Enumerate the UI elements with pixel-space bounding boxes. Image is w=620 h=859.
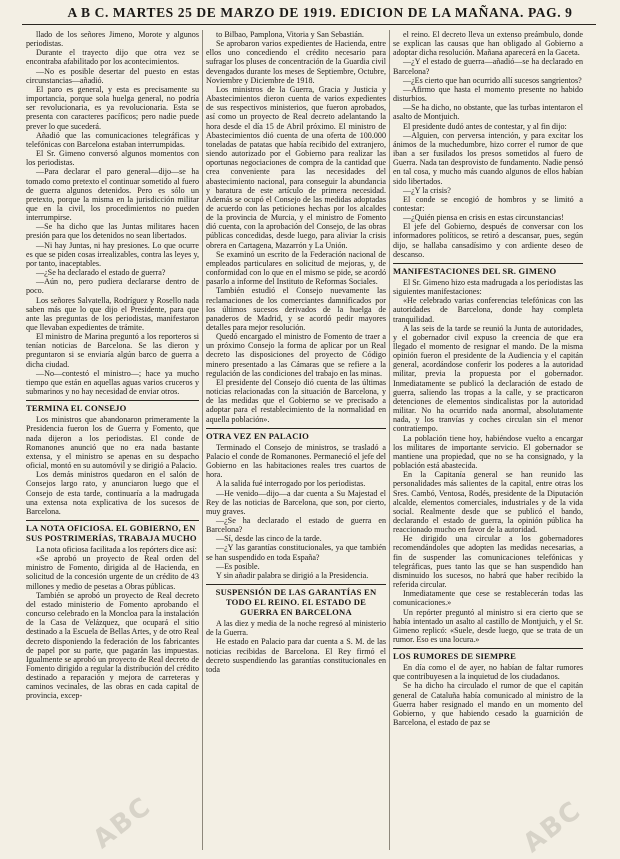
article-paragraph: llado de los señores Jimeno, Morote y algunos periodistas. <box>26 30 199 49</box>
section-heading: OTRA VEZ EN PALACIO <box>206 428 386 441</box>
article-paragraph: —Se ha dicho que las Juntas militares hacen presión para que los detenidos no sean libertados. <box>26 222 199 241</box>
article-paragraph: —No—contestó el ministro—; hace ya mucho tiempo que están en aquellas aguas varios cruceros y submarinos y no hay necesidad de enviar otros. <box>26 368 199 397</box>
article-paragraph: El Sr. Gimeno conversó algunos momentos con los periodistas. <box>26 149 199 168</box>
article-paragraph: —Sí, desde las cinco de la tarde. <box>216 534 322 544</box>
article-paragraph: Durante el trayecto dijo que otra vez se encontraba afabilitado por los acontecimientos. <box>26 48 199 67</box>
article-paragraph: La nota oficiosa facilitada a los repórters dice así: <box>36 544 197 554</box>
article-paragraph: El ministro de Marina preguntó a los reporteros si tenían noticias de Barcelona. Se las dieron y preguntaron si se enviaría algún barco de guerra a dicha ciudad. <box>26 332 199 369</box>
article-paragraph: El Sr. Gimeno hizo esta madrugada a los periodistas las siguientes manifestaciones: <box>393 277 583 297</box>
abc-watermark: ABC <box>87 791 158 855</box>
article-paragraph: —Es posible. <box>216 561 260 571</box>
section-heading: LA NOTA OFICIOSA. EL GOBIERNO, EN SUS POSTRIMERÍAS, TRABAJA MUCHO <box>26 520 199 543</box>
article-paragraph: A la salida fué interrogado por los periodistas. <box>216 479 366 489</box>
article-paragraph: Inmediatamente que cese se restablecerán todas las comunicaciones.» <box>393 589 583 608</box>
article-paragraph: Y sin añadir palabra se dirigió a la Presidencia. <box>216 570 369 580</box>
article-paragraph: «Se aprobó un proyecto de Real orden del ministro de Fomento, dirigida al de Hacienda, en solicitud de la concesión urgente de un crédito de 43 millones y medio de pesetas a Obras públicas. <box>26 554 199 591</box>
article-paragraph: Se examinó un escrito de la Federación nacional de empleados particulares en solicitud de mejoras, y, de conformidad con lo que en el mismo se pide, se acordó pasarlo a informe del Instituto de Reformas Sociales. <box>206 249 386 287</box>
article-paragraph: En día como el de ayer, no habían de faltar rumores que contribuyesen a la inquietud de los ciudadanos. <box>393 663 583 682</box>
article-paragraph: —Afirmo que hasta el momento presente no habido disturbios. <box>393 84 583 104</box>
article-paragraph: —Aún no, pero pudiera declararse dentro de poco. <box>26 277 199 296</box>
article-paragraph: —¿Se ha declarado el estado de guerra? <box>36 268 166 278</box>
article-paragraph: «He celebrado varias conferencias telefónicas con las autoridades de Barcelona, donde hay completa tranquilidad. <box>393 296 583 324</box>
article-paragraph: He dirigido una circular a los gobernadores recomendándoles que adopten las medidas necesarias, a fin de suspender las comunicaciones telefónicas y telegráficas, pues tanto las que se han suspendido han disminuido los sucesos, no habrá que haber recibido la referida circular. <box>393 534 583 590</box>
article-paragraph: Los demás ministros quedaron en el salón de Consejos largo rato, y anunciaron luego que el Consejo de esta tarde, continuaría a la madrugada una extensa nota explicativa de los sucesos de Barcelona. <box>26 470 199 516</box>
article-paragraph: El presidente dudó antes de contestar, y al fin dijo: <box>403 121 567 131</box>
article-paragraph: A las diez y media de la noche regresó al ministerio de la Guerra. <box>206 619 386 638</box>
article-paragraph: —¿Quién piensa en crisis en estas circunstancias! <box>403 213 564 223</box>
section-heading: LOS RUMORES DE SIEMPRE <box>393 648 583 661</box>
section-heading: TERMINA EL CONSEJO <box>26 400 199 413</box>
page-masthead: A B C. MARTES 25 DE MARZO DE 1919. EDICION DE LA MAÑANA. PAG. 9 <box>67 5 573 20</box>
article-paragraph: Los señores Salvatella, Rodríguez y Rosello nada saben más que lo que dijo el Presidente, para que ante las preguntas de los periodistas, manifestaron que llevaban expedientes de trámite. <box>26 295 199 332</box>
article-paragraph: —Ni hay Juntas, ni hay presiones. Lo que ocurre es que se piden cosas irrealizables, contra las leyes y, por tanto, inaceptables. <box>26 240 199 268</box>
abc-watermark: ABC <box>517 795 588 859</box>
article-paragraph: —Para declarar el paro general—dijo—se ha tomado como pretexto el continuar sometido al fuero de guerra algunos detenidos. Pero es sólo un pretexto, porque la misma en la jurisdicción militar que en la civil, los procedimientos no pueden interrumpirse. <box>26 167 199 223</box>
article-paragraph: El paro es general, y esta es precisamente su importancia, porque sola huelga general, no podría ser revolucionaria, es ya revolucionaria. Esta se presenta con caracteres pacíficos; pero nadie puede prever lo que sucederá. <box>26 84 199 131</box>
article-paragraph: Los ministros de la Guerra, Gracia y Justicia y Abastecimientos dieron cuenta de varios expedientes de sus respectivos ministerios, que fueron aprobados, así como un proyecto de Real decreto adelantando la hora desde el día 15 de Abril próximo. El ministro de Abastecimientos dió cuenta de una oferta de 100.000 toneladas de patatas que había recibido del extranjero, siendo autorizado por el Gobierno para realizar las oportunas negociaciones de compra de la cantidad que crea conveniente para las necesidades del abastecimiento nacional, para conseguir la abundancia y baratura de este artículo de primera necesidad. Además se ocupó el Consejo de las medidas adoptadas de acuerdo con las peticiones hechas por los alcaldes de la provincia de Murcia, y el ministro de Fomento dió cuenta, con la aprobación del Consejo, de las obras públicas concedidas, desde luego, para aliviar la crisis obrera en Cartagena, Mazarrón y La Unión. <box>206 84 386 250</box>
article-paragraph: el reino. El decreto lleva un extenso preámbulo, donde se explican las causas que han obligado al Gobierno a adoptar dicha resolución. Mañana aparecerá en la Gaceta. <box>393 30 583 58</box>
article-paragraph: En la Capitanía general se han reunido las personalidades más salientes de la capital, entre otras los Sres. Cambó, Ventosa, Rodés, presidente de la Diputación alcalde, elementos comerciales, industriales y de la vida social. Realmente desde que se publicó el bando, declarando el estado de guerra, la opinión pública ha reaccionado mucho en favor de la autoridad. <box>393 470 583 535</box>
column-1 <box>26 30 199 850</box>
article-paragraph: He estado en Palacio para dar cuenta a S. M. de las noticias recibidas de Barcelona. El Rey firmó el decreto suspendiendo las garantías constitucionales en toda <box>206 637 386 674</box>
article-paragraph: —Alguien, con perversa intención, y para excitar los ánimos de la muchedumbre, hizo correr el rumor de que iban a ser fusilados los presos sometidos al fuero de Guerra. Nada tan desprovisto de fundamento. Nadie pensó en tal cosa, y mucho más cuando algunos de ellos habían sido libertados. <box>393 130 583 186</box>
article-paragraph: También se aprobó un proyecto de Real decreto del estado ministerio de Fomento aprobando el concurso celebrado en la Moncloa para la instalación de la Casa de Velázquez, que ocupará el sitio destinado a la Escuela de Bellas Artes, y de otro Real decreto disponiendo la federación de los fabricantes de papel por su parte, que pagarán las impuestas. Igualmente se aprobó un proyecto de Real decreto de Fomento dirigido a regular la distribución del crédito destinado a reparación y mejora de carreteras y caminos vecinales, de las obras en cada capital de provincia, excep- <box>26 590 199 701</box>
article-paragraph: A las seis de la tarde se reunió la Junta de autoridades, y el gobernador civil expuso la creencia de que era llegado el momento de resignar el mando. De la misma opinión fueron el presidente de la Audiencia y el capitán general, acordándose conferir los poderes a la autoridad militar, previa la propuesta por el gobernador. Inmediatamente se publicó la declaración de estado de guerra, saliendo las tropas a la calle, y se practicaron detenciones de elementos sindicalistas por la autoridad militar. No ha ocurrido nada anormal, absolutamente nada, y los tranvías y coches circulan sin el menor contratiempo. <box>393 323 583 434</box>
column-divider <box>389 30 390 850</box>
article-paragraph: —He venido—dijo—a dar cuenta a Su Majestad el Rey de las noticias de Barcelona, que son, por cierto, muy graves. <box>206 488 386 516</box>
article-paragraph: También estudió el Consejo nuevamente las reclamaciones de los comerciantes damnificados por los últimos sucesos derivados de la huelga de panaderos de Madrid, y se acordó pedir mayores detalles para mejor resolución. <box>206 286 386 332</box>
article-paragraph: —¿Y la crisis? <box>403 185 451 195</box>
article-paragraph: El jefe del Gobierno, después de conversar con los informadores políticos, se retiró a descansar, pues, según dijo, se hallaba cansadísimo y con ardiente deseo de descanso. <box>393 222 583 259</box>
masthead-rule <box>22 24 596 25</box>
article-paragraph: Terminado el Consejo de ministros, se trasladó a Palacio el conde de Romanones. Permaneció el jefe del Gobierno en las habitaciones reales tres cuartos de hora. <box>206 442 386 480</box>
article-paragraph: —¿Es cierto que han ocurrido allí sucesos sangrientos? <box>403 75 582 85</box>
article-paragraph: Los ministros que abandonaron primeramente la Presidencia fueron los de Guerra y Fomento, que nada dijeron a los periodistas. El conde de Romanones anunció que no era nada bastante extensa, y el ministro se apenas en su despacho oficial, montó en su automóvil y se dirigió a Palacio. <box>26 415 199 471</box>
column-divider <box>202 30 203 850</box>
column-2 <box>206 30 386 850</box>
column-3 <box>393 30 583 850</box>
article-paragraph: —¿Y las garantías constitucionales, ya que también se han suspendido en toda España? <box>206 543 386 562</box>
article-paragraph: —¿Y el estado de guerra—añadió—se ha declarado en Barcelona? <box>393 57 583 76</box>
article-paragraph: Quedó encargado el ministro de Fomento de traer a un próximo Consejo la forma de aplicar por un Real decreto las disposiciones del proyecto de Código minero presentado a las Cámaras que se refiere a la regulación de las condiciones del trabajo en las minas. <box>206 332 386 378</box>
section-heading: MANIFESTACIONES DEL SR. GIMENO <box>393 263 583 276</box>
article-paragraph: Un repórter preguntó al ministro si era cierto que se había intentado un asalto al castillo de Montjuich, y el Sr. Gimeno replicó: «Suele, desde luego, que se trata de un rumor. Eso es una locura.» <box>393 607 583 644</box>
article-paragraph: El presidente del Consejo dió cuenta de las últimas noticias relacionadas con la situación de Barcelona, y de las medidas que el Gobierno se ve precisado a adoptar para el restablecimiento de la normalidad en aquella población». <box>206 377 386 424</box>
article-paragraph: El conde se encogió de hombros y se limitó a contestar: <box>393 194 583 213</box>
article-paragraph: La población tiene hoy, habiéndose vuelto a encargar los militares de importante servicio. El gobernador se mantiene una propiedad, que no se ha consignado, y la población está abastecida. <box>393 433 583 471</box>
article-paragraph: —¿Se ha declarado el estado de guerra en Barcelona? <box>206 515 386 535</box>
article-paragraph: —No es posible desertar del puesto en estas circunstancias—añadió. <box>26 66 199 85</box>
article-paragraph: —Se ha dicho, no obstante, que las turbas intentaron el asalto de Montjuich. <box>393 103 583 122</box>
section-heading: SUSPENSIÓN DE LAS GARANTÍAS EN TODO EL REINO. EL ESTADO DE GUERRA EN BARCELONA <box>206 584 386 617</box>
article-paragraph: Se ha dicho ha circulado el rumor de que el capitán general de Cataluña había comunicado al ministro de la Guerra haber resignado el mando en un momento del Gobierno, y que habiendo cesado la guarnición de Barcelona, el estado de paz se <box>393 681 583 728</box>
article-paragraph: Añadió que las comunicaciones telegráficas y telefónicas con Barcelona estaban interrumpidas. <box>26 130 199 149</box>
article-paragraph: to Bilbao, Pamplona, Vitoria y San Sebastián. <box>216 30 364 39</box>
article-paragraph: Se aprobaron varios expedientes de Hacienda, entre ellos uno concediendo el crédito necesario para sufragar los pluses de concentración de la Guardia civil devengados durante los meses de Septiembre, Octubre, Noviembre y Diciembre de 1918. <box>206 39 386 85</box>
